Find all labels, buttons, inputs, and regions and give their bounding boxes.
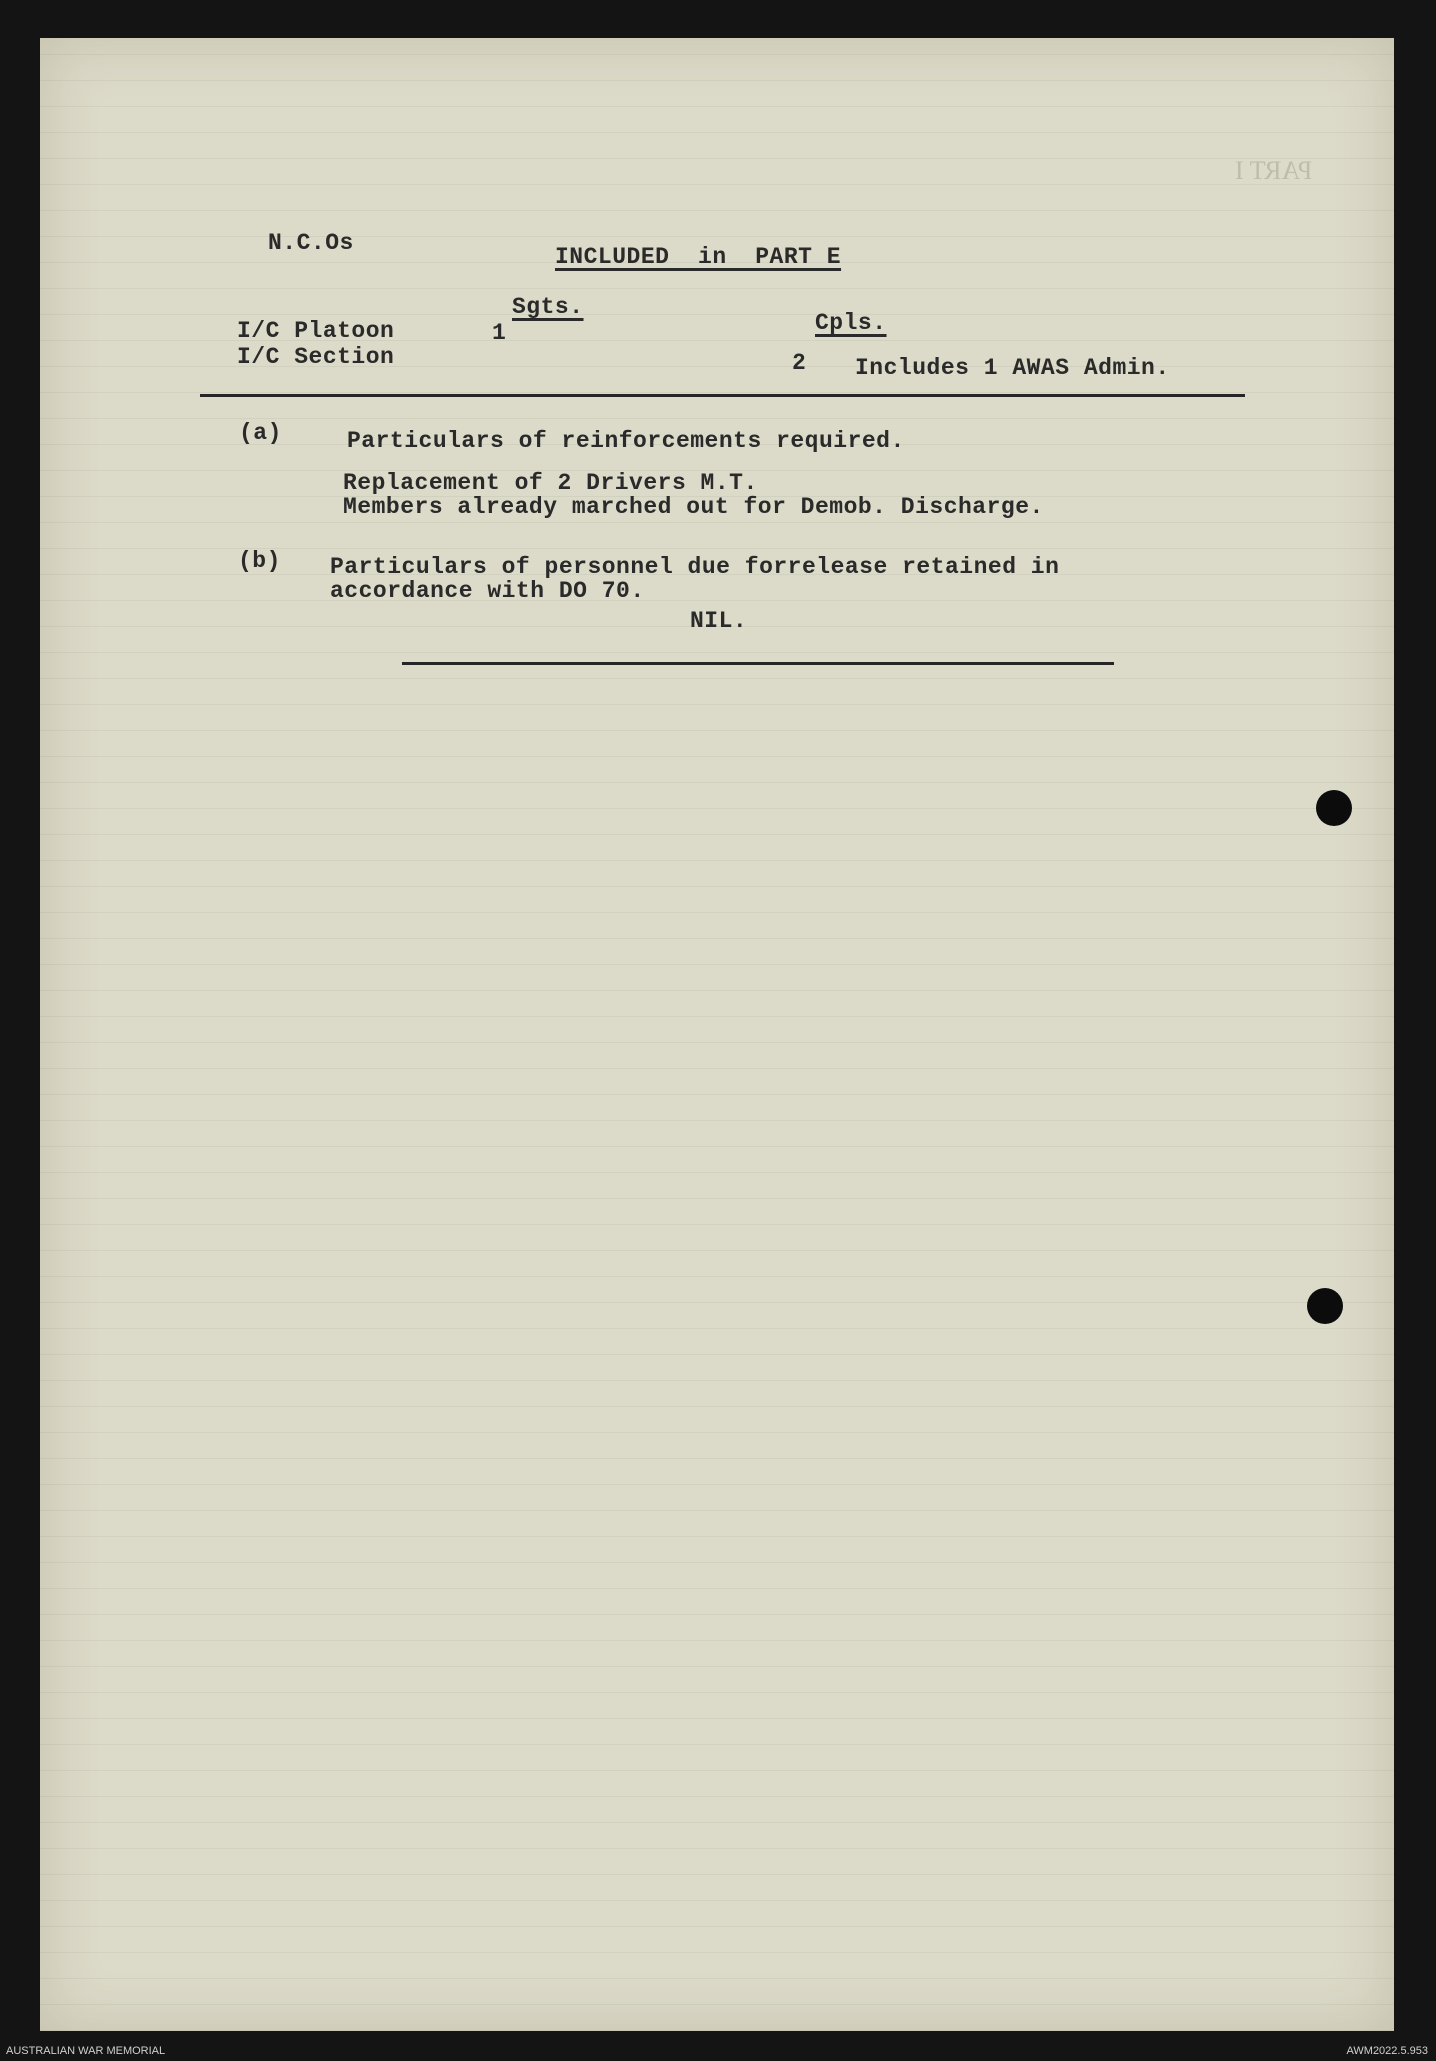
section-a-title: Particulars of reinforcements required. (347, 428, 905, 454)
punch-hole-top (1316, 790, 1352, 826)
section-a-marker: (a) (239, 420, 282, 446)
row-label: I/C Platoon (237, 318, 395, 344)
header-ncos: N.C.Os (268, 230, 354, 256)
footer-credit: AUSTRALIAN WAR MEMORIAL (6, 2045, 166, 2057)
reverse-show-through: PART I (1235, 156, 1313, 185)
column-cpls: Cpls. (815, 310, 887, 336)
closing-rule (402, 662, 1114, 665)
row-note: Includes 1 AWAS Admin. (855, 355, 1170, 381)
row-sgts-value: 1 (492, 320, 507, 346)
section-b-line1: Particulars of personnel due forrelease retained in (330, 554, 1060, 580)
divider-rule (200, 394, 1245, 397)
column-sgts: Sgts. (512, 294, 584, 320)
section-a-line1: Replacement of 2 Drivers M.T. (343, 470, 758, 496)
section-a-line2: Members already marched out for Demob. Discharge. (343, 494, 1044, 520)
punch-hole-bottom (1307, 1288, 1343, 1324)
row-cpls-value: 2 (792, 350, 807, 376)
section-b-line2: accordance with DO 70. (330, 578, 645, 604)
row-label: I/C Section (237, 344, 395, 370)
section-b-marker: (b) (238, 548, 281, 574)
header-included: INCLUDED in PART E (555, 244, 842, 270)
footer-accession: AWM2022.5.953 (1346, 2045, 1428, 2057)
document-page (40, 38, 1394, 2031)
section-b-value: NIL. (690, 608, 748, 634)
